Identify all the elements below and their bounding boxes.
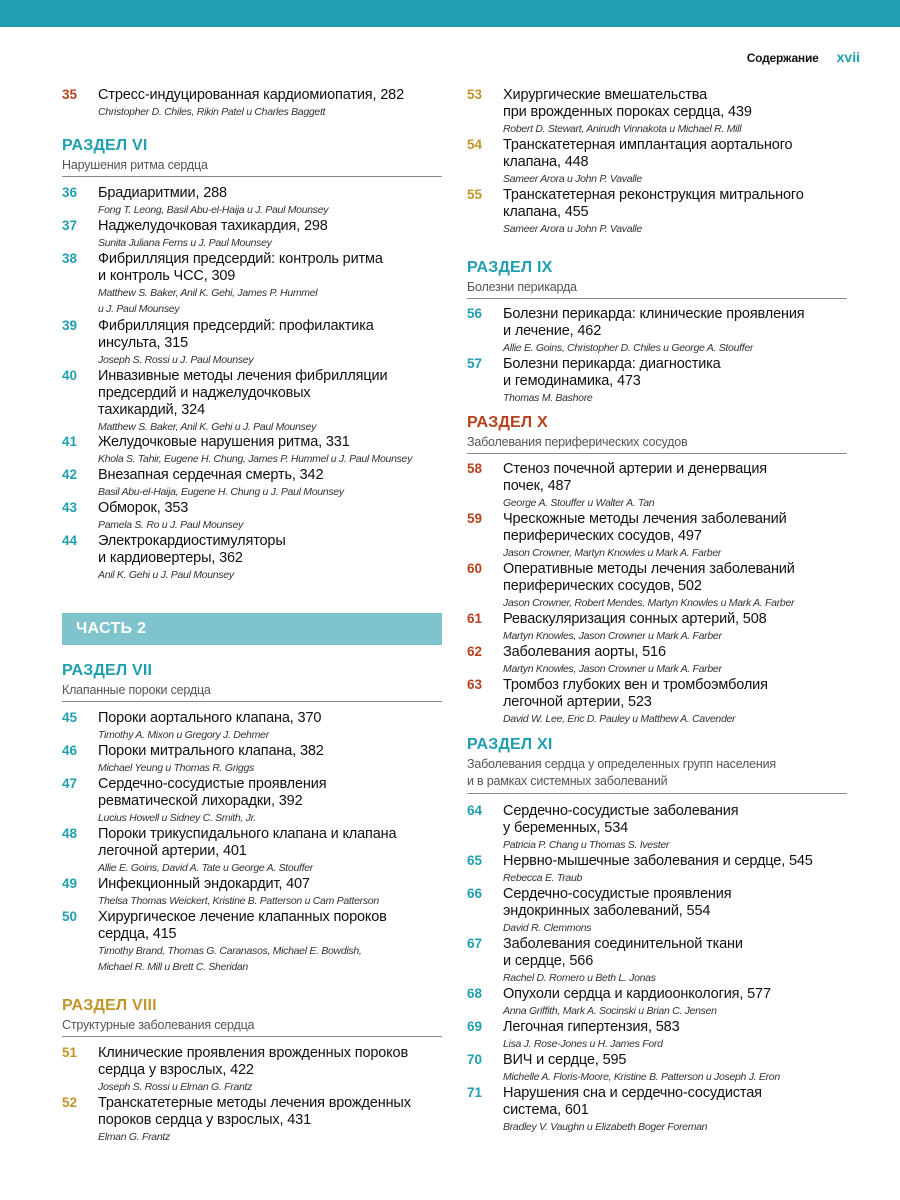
chapter-title-line: клапана, 448 [503, 154, 589, 170]
chapter-number: 55 [467, 187, 483, 202]
chapter-number: 60 [467, 561, 483, 576]
chapter-title-line: клапана, 455 [503, 204, 589, 220]
chapter-title-line: Сердечно-сосудистые заболевания [503, 803, 739, 819]
chapter-title-line: эндокринных заболеваний, 554 [503, 903, 711, 919]
chapter-title: ВИЧ и сердце, 595 [503, 1052, 627, 1068]
chapter-title: Нервно-мышечные заболевания и сердце, 545 [503, 853, 813, 869]
chapter-title: Пороки аортального клапана, 370 [98, 710, 322, 726]
chapter-title-line: и сердце, 566 [503, 953, 594, 969]
chapter-number: 67 [467, 936, 483, 951]
chapter-title-line: пороков сердца у взрослых, 431 [98, 1112, 311, 1128]
chapter-title-line: Чрескожные методы лечения заболеваний [503, 511, 787, 527]
chapter-title-line: Болезни перикарда: клинические проявления [503, 306, 805, 322]
chapter-authors: Rachel D. Romero и Beth L. Jonas [503, 972, 656, 984]
chapter-authors: Allie E. Goins, Christopher D. Chiles и George A. Stouffer [503, 342, 754, 354]
section-header [62, 662, 442, 702]
toc-entry[interactable] [62, 500, 442, 533]
toc-entry[interactable] [62, 710, 442, 743]
chapter-authors: David W. Lee, Eric D. Pauley и Matthew A. Cavender [503, 713, 736, 725]
chapter-number: 39 [62, 318, 78, 333]
chapter-number: 69 [467, 1019, 483, 1034]
chapter-authors: Khola S. Tahir, Eugene H. Chung, James P. Hummel и J. Paul Mounsey [98, 453, 413, 465]
chapter-title-line: Заболевания соединительной ткани [503, 936, 743, 952]
toc-entry[interactable] [467, 1019, 847, 1052]
chapter-title-line: периферических сосудов, 497 [503, 528, 702, 544]
chapter-title-line: у беременных, 534 [503, 820, 629, 836]
chapter-title-line: инсульта, 315 [98, 335, 189, 351]
chapter-number: 68 [467, 986, 483, 1001]
section-header [467, 736, 847, 794]
chapter-number: 54 [467, 137, 483, 152]
chapter-authors-line: Matthew S. Baker, Anil K. Gehi, James P. Hummel [98, 287, 318, 299]
chapter-authors: Robert D. Stewart, Anirudh Vinnakota и Michael R. Mill [503, 123, 742, 135]
chapter-authors: Jason Crowner, Robert Mendes, Martyn Knowles и Mark A. Farber [503, 597, 795, 609]
chapter-title-line: Инвазивные методы лечения фибрилляции [98, 368, 388, 384]
toc-entry[interactable] [467, 511, 847, 561]
chapter-title-line: Транскатетерная реконструкция митрального [503, 187, 804, 203]
chapter-authors: Sunita Juliana Ferns и J. Paul Mounsey [98, 237, 272, 249]
chapter-title-line: и кардиовертеры, 362 [98, 550, 243, 566]
chapter-title-line: легочной артерии, 401 [98, 843, 247, 859]
chapter-authors: Michael Yeung и Thomas R. Griggs [98, 762, 254, 774]
section-header [467, 414, 847, 454]
toc-entry[interactable] [62, 533, 442, 583]
chapter-number: 63 [467, 677, 483, 692]
chapter-title-line: Сердечно-сосудистые проявления [503, 886, 732, 902]
chapter-authors-line: Timothy Brand, Thomas G. Caranasos, Michael E. Bowdish, [98, 945, 362, 957]
chapter-authors-line: Michael R. Mill и Brett C. Sheridan [98, 961, 248, 973]
chapter-authors: Sameer Arora и John P. Vavalle [503, 173, 642, 185]
chapter-number: 66 [467, 886, 483, 901]
chapter-title-line: ревматической лихорадки, 392 [98, 793, 303, 809]
chapter-title-line: Транскатетерная имплантация аортального [503, 137, 793, 153]
chapter-title-line: Фибрилляция предсердий: контроль ритма [98, 251, 383, 267]
chapter-authors: Michelle A. Floris-Moore, Kristine B. Patterson и Joseph J. Eron [503, 1071, 780, 1083]
section-title: РАЗДЕЛ X [467, 414, 548, 431]
chapter-title-line: предсердий и наджелудочковых [98, 385, 311, 401]
part-label: ЧАСТЬ 2 [76, 620, 147, 637]
chapter-title: Внезапная сердечная смерть, 342 [98, 467, 324, 483]
chapter-title: Желудочковые нарушения ритма, 331 [98, 434, 350, 450]
chapter-authors: George A. Stouffer и Walter A. Tan [503, 497, 655, 509]
chapter-title-line: Электрокардиостимуляторы [98, 533, 286, 549]
chapter-authors: Basil Abu-el-Haija, Eugene H. Chung и J. Paul Mounsey [98, 486, 344, 498]
chapter-title-line: Болезни перикарда: диагностика [503, 356, 721, 372]
section-subtitle: Болезни перикарда [467, 279, 847, 299]
toc-entry[interactable] [467, 461, 847, 511]
chapter-authors: Allie E. Goins, David A. Tate и George A. Stouffer [98, 862, 313, 874]
chapter-number: 49 [62, 876, 78, 891]
toc-entry[interactable] [467, 853, 847, 886]
chapter-authors: Anil K. Gehi и J. Paul Mounsey [98, 569, 234, 581]
chapter-title: Легочная гипертензия, 583 [503, 1019, 680, 1035]
chapter-authors: Elman G. Frantz [98, 1131, 170, 1143]
toc-entry[interactable] [467, 1085, 847, 1135]
chapter-number: 44 [62, 533, 78, 548]
chapter-title-line: и лечение, 462 [503, 323, 602, 339]
section-subtitle-line: и в рамках системных заболеваний [467, 774, 668, 788]
chapter-authors: Bradley V. Vaughn и Elizabeth Boger Foreman [503, 1121, 708, 1133]
chapter-authors: Joseph S. Rossi и Elman G. Frantz [98, 1081, 253, 1093]
chapter-number: 70 [467, 1052, 483, 1067]
toc-entry[interactable] [467, 936, 847, 986]
toc-entry[interactable] [62, 776, 442, 826]
toc-entry[interactable] [467, 1052, 847, 1085]
chapter-title-line: Фибрилляция предсердий: профилактика [98, 318, 374, 334]
chapter-title: Обморок, 353 [98, 500, 189, 516]
chapter-number: 38 [62, 251, 78, 266]
section-title: РАЗДЕЛ IX [467, 259, 553, 276]
chapter-authors: Martyn Knowles, Jason Crowner и Mark A. Farber [503, 663, 722, 675]
chapter-number: 48 [62, 826, 78, 841]
top-color-bar [0, 0, 900, 27]
chapter-title: Брадиаритмии, 288 [98, 185, 227, 201]
toc-entry[interactable] [62, 826, 442, 876]
chapter-title-line: Стеноз почечной артерии и денервация [503, 461, 767, 477]
toc-entry[interactable] [467, 886, 847, 936]
chapter-title-line: почек, 487 [503, 478, 572, 494]
chapter-number: 37 [62, 218, 78, 233]
chapter-number: 50 [62, 909, 78, 924]
chapter-authors: Thelsa Thomas Weickert, Kristine B. Patterson и Cam Patterson [98, 895, 379, 907]
toc-entry[interactable] [467, 611, 847, 644]
chapter-number: 71 [467, 1085, 483, 1100]
chapter-authors: Anna Griffith, Mark A. Socinski и Brian C. Jensen [503, 1005, 717, 1017]
chapter-number: 35 [62, 87, 78, 102]
toc-entry[interactable] [62, 251, 442, 317]
chapter-title-line: сердца у взрослых, 422 [98, 1062, 254, 1078]
section-subtitle: Нарушения ритма сердца [62, 157, 442, 177]
part-banner [62, 613, 442, 645]
chapter-title-line: легочной артерии, 523 [503, 694, 652, 710]
chapter-number: 45 [62, 710, 78, 725]
chapter-number: 62 [467, 644, 483, 659]
chapter-title-line: Транскатетерные методы лечения врожденных [98, 1095, 411, 1111]
toc-entry[interactable] [62, 909, 442, 975]
chapter-number: 57 [467, 356, 483, 371]
toc-entry[interactable] [62, 185, 442, 218]
chapter-authors: Sameer Arora и John P. Vavalle [503, 223, 642, 235]
toc-entry[interactable] [62, 1095, 442, 1145]
toc-entry[interactable] [467, 87, 847, 137]
chapter-authors: Martyn Knowles, Jason Crowner и Mark A. Farber [503, 630, 722, 642]
chapter-number: 59 [467, 511, 483, 526]
chapter-title-line: тахикардий, 324 [98, 402, 206, 418]
chapter-title-line: Клинические проявления врожденных пороков [98, 1045, 409, 1061]
section-subtitle: Структурные заболевания сердца [62, 1017, 442, 1037]
section-title: РАЗДЕЛ VIII [62, 997, 157, 1014]
chapter-title-line: Пороки трикуспидального клапана и клапана [98, 826, 397, 842]
chapter-title-line: Нарушения сна и сердечно-сосудистая [503, 1085, 762, 1101]
section-title: РАЗДЕЛ VII [62, 662, 153, 679]
chapter-number: 36 [62, 185, 78, 200]
chapter-authors: Patricia P. Chang и Thomas S. Ivester [503, 839, 670, 851]
chapter-number: 65 [467, 853, 483, 868]
chapter-authors: Jason Crowner, Martyn Knowles и Mark A. Farber [503, 547, 722, 559]
chapter-title-line: и контроль ЧСС, 309 [98, 268, 236, 284]
toc-entry[interactable] [62, 218, 442, 251]
toc-entry[interactable] [467, 137, 847, 187]
section-subtitle: Клапанные пороки сердца [62, 682, 442, 702]
toc-entry[interactable] [467, 187, 847, 237]
toc-entry[interactable] [62, 1045, 442, 1095]
toc-entry[interactable] [467, 986, 847, 1019]
chapter-authors: Fong T. Leong, Basil Abu-el-Haija и J. Paul Mounsey [98, 204, 329, 216]
chapter-title-line: сердца, 415 [98, 926, 177, 942]
chapter-number: 51 [62, 1045, 78, 1060]
chapter-authors: Matthew S. Baker, Anil K. Gehi и J. Paul Mounsey [98, 421, 317, 433]
section-header [62, 997, 442, 1037]
chapter-title: Наджелудочковая тахикардия, 298 [98, 218, 328, 234]
chapter-number: 47 [62, 776, 78, 791]
toc-entry[interactable] [62, 743, 442, 776]
chapter-title: Реваскуляризация сонных артерий, 508 [503, 611, 767, 627]
chapter-number: 40 [62, 368, 78, 383]
chapter-number: 42 [62, 467, 78, 482]
chapter-number: 64 [467, 803, 483, 818]
toc-entry[interactable] [62, 876, 442, 909]
chapter-authors-line: и J. Paul Mounsey [98, 303, 180, 315]
chapter-authors: Lisa J. Rose-Jones и H. James Ford [503, 1038, 663, 1050]
chapter-number: 43 [62, 500, 78, 515]
chapter-authors: Rebecca E. Traub [503, 872, 583, 884]
chapter-authors: Christopher D. Chiles, Rikin Patel и Charles Baggett [98, 106, 326, 118]
chapter-title-line: Сердечно-сосудистые проявления [98, 776, 327, 792]
running-head [747, 49, 860, 65]
section-title: РАЗДЕЛ VI [62, 137, 148, 154]
section-header [62, 137, 442, 177]
chapter-title-line: и гемодинамика, 473 [503, 373, 641, 389]
section-subtitle-line: Заболевания сердца у определенных групп населения [467, 757, 776, 771]
chapter-title-line: Хирургические вмешательства [503, 87, 708, 103]
page-number: xvii [836, 49, 860, 65]
chapter-number: 52 [62, 1095, 78, 1110]
chapter-authors: Thomas M. Bashore [503, 392, 593, 404]
chapter-title-line: система, 601 [503, 1102, 589, 1118]
chapter-number: 41 [62, 434, 78, 449]
toc-entry[interactable] [467, 561, 847, 611]
chapter-number: 58 [467, 461, 483, 476]
toc-entry[interactable] [467, 803, 847, 853]
chapter-title: Заболевания аорты, 516 [503, 644, 666, 660]
chapter-authors: Lucius Howell и Sidney C. Smith, Jr. [98, 812, 257, 824]
chapter-title-line: Оперативные методы лечения заболеваний [503, 561, 795, 577]
toc-entry[interactable] [467, 356, 847, 406]
chapter-authors: Joseph S. Rossi и J. Paul Mounsey [98, 354, 254, 366]
chapter-title: Пороки митрального клапана, 382 [98, 743, 324, 759]
chapter-authors: Pamela S. Ro и J. Paul Mounsey [98, 519, 244, 531]
toc-entry[interactable] [62, 467, 442, 500]
chapter-title-line: Тромбоз глубоких вен и тромбоэмболия [503, 677, 768, 693]
running-title: Содержание [746, 51, 819, 65]
toc-entry[interactable] [467, 644, 847, 677]
chapter-number: 56 [467, 306, 483, 321]
chapter-title-line: при врожденных пороках сердца, 439 [503, 104, 752, 120]
chapter-authors: David R. Clemmons [503, 922, 592, 934]
toc-entry[interactable] [467, 677, 847, 727]
toc-entry[interactable] [62, 318, 442, 368]
toc-entry[interactable] [62, 368, 442, 435]
section-subtitle: Заболевания периферических сосудов [467, 434, 847, 454]
chapter-title-line: периферических сосудов, 502 [503, 578, 702, 594]
section-subtitle [467, 756, 847, 794]
toc-entry[interactable] [62, 434, 442, 467]
chapter-title: Опухоли сердца и кардиоонкология, 577 [503, 986, 771, 1002]
chapter-authors: Timothy A. Mixon и Gregory J. Dehmer [98, 729, 269, 741]
chapter-title: Инфекционный эндокардит, 407 [98, 876, 310, 892]
chapter-number: 53 [467, 87, 483, 102]
chapter-title: Стресс-индуцированная кардиомиопатия, 282 [98, 87, 404, 103]
toc-entry[interactable] [62, 87, 442, 120]
chapter-number: 61 [467, 611, 483, 626]
toc-entry[interactable] [467, 306, 847, 356]
section-header [467, 259, 847, 299]
chapter-number: 46 [62, 743, 78, 758]
chapter-title-line: Хирургическое лечение клапанных пороков [98, 909, 387, 925]
section-title: РАЗДЕЛ XI [467, 736, 553, 753]
